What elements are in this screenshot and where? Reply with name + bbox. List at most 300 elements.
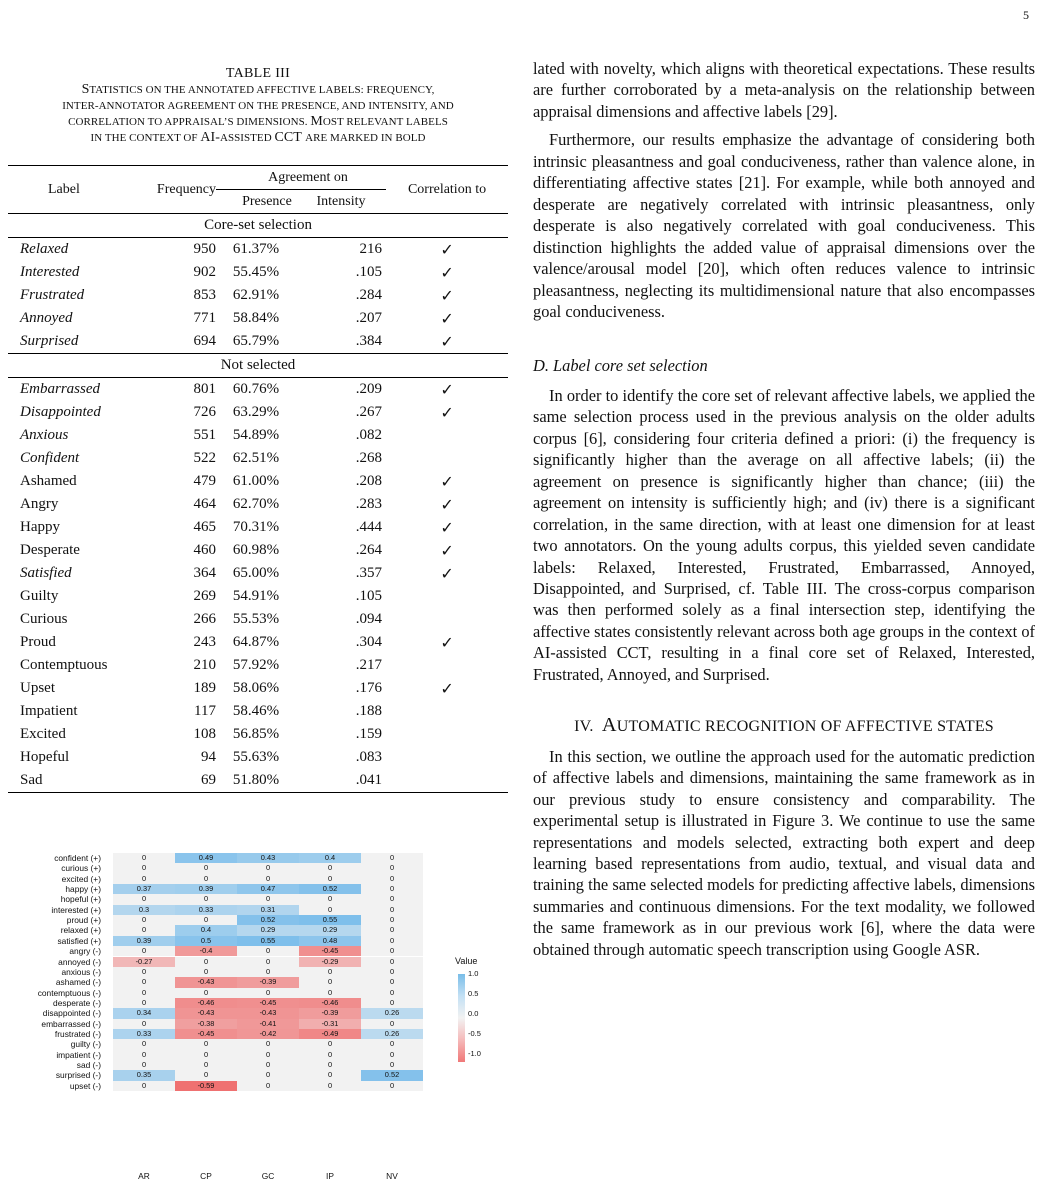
heatmap-cell: 0 <box>175 874 237 884</box>
section-title: AUTOMATIC RECOGNITION OF AFFECTIVE STATES <box>601 714 994 737</box>
heatmap-cell: 0.39 <box>175 884 237 894</box>
heatmap-row-label: annoyed (-) <box>58 956 101 967</box>
heatmap-cell: 0 <box>237 1060 299 1070</box>
heatmap-cell: -0.45 <box>175 1029 237 1039</box>
heatmap-column-label: NV <box>386 1171 398 1181</box>
heatmap-cell: 0 <box>361 1050 423 1060</box>
heatmap-row-label: curious (+) <box>61 863 101 874</box>
heatmap-cell: 0 <box>299 1050 361 1060</box>
page-number: 5 <box>1023 8 1029 22</box>
heatmap-row-label: sad (-) <box>76 1060 101 1070</box>
heatmap-cell: 0 <box>113 998 175 1008</box>
heatmap-column-label: IP <box>326 1171 334 1181</box>
correlation-heatmap <box>0 848 510 1188</box>
body-paragraph: In order to identify the core set of relevant affective labels, we applied the same selection process used in the previous analysis on the older adults corpus [6], considering four criteria defined a priori: (i) the frequency is significantly higher than the average on all affective labels; (ii) the agreement on presence is significantly higher than chance; (iii) the agreement on intensity is sufficiently high; and (iv) there is a significant correlation, in the same direction, with at least one dimension for at least two annotators. On the young adults corpus, this yielded seven candidate labels: Relaxed, Interested, Frustrated, Embarrassed, Annoyed, Disappointed, and Surprised, cf. Table III. The cross-corpus comparison was then performed solely as a final intersection step, identifying the affective states consistently relevant across both age groups in the context of AI-assisted CCT, resulting in a final core set of Relaxed, Interested, Frustrated, Annoyed, and Surprised. <box>533 385 1035 684</box>
intensity-cell: .083 <box>355 749 383 765</box>
heatmap-cell: 0.26 <box>361 1029 423 1039</box>
heatmap-cell: 0 <box>113 1081 175 1091</box>
heatmap-cell: 0 <box>113 874 175 884</box>
heatmap-cell: -0.42 <box>237 1029 299 1039</box>
heatmap-row-label: happy (+) <box>65 884 101 895</box>
heatmap-cell: 0.55 <box>237 936 299 946</box>
heatmap-cell: 0 <box>299 894 361 904</box>
heatmap-cell: 0.34 <box>113 1008 175 1018</box>
heatmap-cell: 0 <box>113 853 175 863</box>
legend-tick: 0.5 <box>468 989 479 998</box>
heatmap-cell: 0.29 <box>299 925 361 935</box>
frequency-cell: 853 <box>193 287 216 303</box>
label-cell: Confident <box>20 450 80 466</box>
caption-line: CORRELATION TO APPRAISAL’S DIMENSIONS. MOST RELEVANT LABELS <box>68 114 448 129</box>
presence-cell: 62.51% <box>232 450 280 466</box>
heatmap-cell: -0.38 <box>175 1019 237 1029</box>
heatmap-cell: -0.46 <box>175 998 237 1008</box>
heatmap-cell: 0 <box>299 977 361 987</box>
table-row <box>8 585 508 608</box>
table-row <box>8 378 508 402</box>
heatmap-cell: 0 <box>299 1070 361 1080</box>
frequency-cell: 950 <box>193 241 216 257</box>
table-row <box>8 631 508 654</box>
heatmap-cell: -0.49 <box>299 1029 361 1039</box>
heatmap-column-label: CP <box>200 1171 212 1181</box>
heatmap-cell: -0.31 <box>299 1019 361 1029</box>
subsection-heading: D. Label core set selection <box>533 356 708 376</box>
heatmap-cell: -0.29 <box>299 957 361 967</box>
intensity-cell: .217 <box>355 657 383 673</box>
heatmap-cell: 0 <box>299 1039 361 1049</box>
header-frequency: Frequency <box>130 166 216 214</box>
table-row <box>8 261 508 284</box>
heatmap-cell: 0.49 <box>175 853 237 863</box>
label-cell: Curious <box>20 611 68 627</box>
heatmap-row-label: confident (+) <box>54 853 101 863</box>
header-label: Label <box>8 166 130 214</box>
heatmap-cell: 0.35 <box>113 1070 175 1080</box>
heatmap-row-label: desperate (-) <box>53 997 101 1008</box>
header-correlation: Correlation to <box>386 166 508 214</box>
presence-cell: 54.91% <box>232 588 280 604</box>
intensity-cell: .188 <box>355 703 383 719</box>
label-cell: Embarrassed <box>20 381 101 397</box>
heatmap-cell: 0.52 <box>237 915 299 925</box>
frequency-cell: 266 <box>193 611 216 627</box>
heatmap-cell: 0.3 <box>113 905 175 915</box>
presence-cell: 61.00% <box>232 473 280 489</box>
intensity-cell: .105 <box>355 264 383 280</box>
presence-cell: 65.00% <box>232 565 280 581</box>
heatmap-row-label: frustrated (-) <box>54 1028 101 1039</box>
left-column <box>8 66 508 793</box>
heatmap-cell: 0 <box>361 936 423 946</box>
label-cell: Satisfied <box>20 565 72 581</box>
label-cell: Guilty <box>20 588 59 604</box>
heatmap-cell: 0 <box>113 946 175 956</box>
correlation-check: ✓ <box>440 495 454 514</box>
heatmap-cell: 0 <box>361 853 423 863</box>
heatmap-cell: 0.48 <box>299 936 361 946</box>
correlation-check: ✓ <box>440 309 454 328</box>
heatmap-cell: 0.52 <box>299 884 361 894</box>
correlation-check <box>386 769 508 793</box>
label-cell: Interested <box>20 264 80 280</box>
heatmap-cell: 0 <box>361 863 423 873</box>
intensity-cell: .264 <box>355 542 383 558</box>
heatmap-cell: -0.39 <box>299 1008 361 1018</box>
heatmap-row-label: upset (-) <box>69 1080 101 1091</box>
correlation-check <box>386 608 508 631</box>
table-row <box>8 723 508 746</box>
heatmap-row-label: satisfied (+) <box>57 935 101 946</box>
heatmap-cell: 0.29 <box>237 925 299 935</box>
heatmap-cell: 0 <box>237 946 299 956</box>
label-cell: Sad <box>8 769 130 793</box>
intensity-cell: 216 <box>359 241 383 257</box>
heatmap-column-label: AR <box>138 1171 150 1181</box>
legend-tick: 0.0 <box>468 1009 479 1018</box>
intensity-cell: .284 <box>355 287 383 303</box>
heatmap-row-label: disappointed (-) <box>42 1008 101 1019</box>
heatmap-cell: 0 <box>361 988 423 998</box>
correlation-check <box>386 746 508 769</box>
heatmap-cell: 0 <box>237 1050 299 1060</box>
heatmap-cell: 0 <box>237 1039 299 1049</box>
intensity-cell: .082 <box>355 427 383 443</box>
label-cell: Upset <box>20 680 55 696</box>
heatmap-cell: 0 <box>237 863 299 873</box>
heatmap-row-label: embarrassed (-) <box>41 1018 101 1029</box>
label-cell: Annoyed <box>20 310 73 326</box>
presence-cell: 58.06% <box>232 680 280 696</box>
heatmap-row-label: angry (-) <box>69 946 101 957</box>
correlation-check: ✓ <box>440 541 454 560</box>
presence-cell: 60.98% <box>232 542 280 558</box>
label-cell: Ashamed <box>20 473 77 489</box>
presence-cell: 64.87% <box>232 634 280 650</box>
heatmap-cell: 0 <box>113 977 175 987</box>
heatmap-cell: 0 <box>113 1039 175 1049</box>
table-section-header <box>8 354 508 378</box>
intensity-cell: .268 <box>355 450 383 466</box>
frequency-cell: 522 <box>193 450 216 466</box>
table-row <box>8 539 508 562</box>
table-row <box>8 493 508 516</box>
frequency-cell: 189 <box>193 680 216 696</box>
heatmap-cell: -0.45 <box>299 946 361 956</box>
frequency-cell: 94 <box>201 749 216 765</box>
heatmap-cell: 0 <box>175 1060 237 1070</box>
heatmap-row-label: anxious (-) <box>61 966 101 977</box>
correlation-check: ✓ <box>440 633 454 652</box>
section-title: Not selected <box>8 354 508 378</box>
heatmap-cell: 0 <box>237 894 299 904</box>
intensity-cell: .041 <box>296 769 386 793</box>
heatmap-cell: 0 <box>175 894 237 904</box>
label-cell: Frustrated <box>20 287 85 303</box>
legend-tick: 1.0 <box>468 969 479 978</box>
frequency-cell: 465 <box>193 519 216 535</box>
heatmap-cell: 0 <box>299 988 361 998</box>
table-row <box>8 401 508 424</box>
label-cell: Impatient <box>20 703 78 719</box>
body-paragraph: lated with novelty, which aligns with theoretical expectations. These results are further corroborated by a meta-analysis on the relationship between appraisal dimensions and affective labels [29]. <box>533 59 1035 121</box>
heatmap-cell: -0.43 <box>237 1008 299 1018</box>
heatmap-cell: 0.52 <box>361 1070 423 1080</box>
presence-cell: 57.92% <box>232 657 280 673</box>
frequency-cell: 69 <box>130 769 216 793</box>
label-cell: Happy <box>20 519 60 535</box>
correlation-check <box>386 424 508 447</box>
correlation-check: ✓ <box>440 472 454 491</box>
table-row <box>8 307 508 330</box>
heatmap-cell: 0 <box>361 905 423 915</box>
heatmap-cell: 0.37 <box>113 884 175 894</box>
heatmap-cell: 0 <box>361 998 423 1008</box>
presence-cell: 54.89% <box>232 427 280 443</box>
intensity-cell: .159 <box>355 726 383 742</box>
correlation-check: ✓ <box>440 286 454 305</box>
heatmap-cell: 0 <box>299 874 361 884</box>
frequency-cell: 364 <box>193 565 216 581</box>
heatmap-cell: 0.33 <box>175 905 237 915</box>
heatmap-cell: 0.26 <box>361 1008 423 1018</box>
heatmap-cell: 0 <box>299 1060 361 1070</box>
intensity-cell: .283 <box>355 496 383 512</box>
label-cell: Disappointed <box>20 404 101 420</box>
label-cell: Proud <box>20 634 56 650</box>
intensity-cell: .444 <box>355 519 383 535</box>
heatmap-cell: -0.27 <box>113 957 175 967</box>
heatmap-cell: 0 <box>113 988 175 998</box>
correlation-check: ✓ <box>440 564 454 583</box>
heatmap-cell: 0 <box>361 925 423 935</box>
table-caption <box>8 66 508 146</box>
heatmap-cell: 0 <box>175 957 237 967</box>
label-cell: Anxious <box>20 427 69 443</box>
correlation-check <box>386 585 508 608</box>
intensity-cell: .304 <box>355 634 383 650</box>
table-title: TABLE III <box>225 66 291 81</box>
frequency-cell: 108 <box>193 726 216 742</box>
header-intensity: Intensity <box>316 193 366 209</box>
table-row <box>8 238 508 262</box>
heatmap-row-label: proud (+) <box>66 915 101 926</box>
heatmap-cell: 0 <box>113 1050 175 1060</box>
heatmap-cell: 0 <box>237 874 299 884</box>
table-row <box>8 470 508 493</box>
intensity-cell: .384 <box>355 333 383 349</box>
heatmap-cell: 0 <box>237 988 299 998</box>
heatmap-cell: -0.39 <box>237 977 299 987</box>
heatmap-row-label: contemptuous (-) <box>37 987 101 998</box>
frequency-cell: 771 <box>193 310 216 326</box>
table-row <box>8 516 508 539</box>
heatmap-cell: 0 <box>361 1039 423 1049</box>
heatmap-cell: 0 <box>361 946 423 956</box>
intensity-cell: .094 <box>355 611 383 627</box>
heatmap-cell: 0 <box>113 1060 175 1070</box>
heatmap-cell: 0 <box>113 967 175 977</box>
table-row <box>8 330 508 354</box>
heatmap-cell: 0.47 <box>237 884 299 894</box>
presence-cell: 61.37% <box>232 241 280 257</box>
heatmap-cell: 0 <box>237 1070 299 1080</box>
heatmap-cell: 0 <box>361 874 423 884</box>
caption-line: IN THE CONTEXT OF AI-ASSISTED CCT ARE MARKED IN BOLD <box>90 130 426 145</box>
label-cell: Excited <box>20 726 66 742</box>
frequency-cell: 694 <box>193 333 216 349</box>
correlation-check <box>386 723 508 746</box>
heatmap-cell: -0.43 <box>175 977 237 987</box>
presence-cell: 63.29% <box>232 404 280 420</box>
table-row <box>8 769 508 793</box>
label-cell: Angry <box>20 496 59 512</box>
correlation-check: ✓ <box>440 263 454 282</box>
heatmap-cell: 0.55 <box>299 915 361 925</box>
heatmap-cell: -0.43 <box>175 1008 237 1018</box>
table-row <box>8 284 508 307</box>
correlation-check: ✓ <box>440 518 454 537</box>
table-row <box>8 424 508 447</box>
heatmap-cell: 0 <box>237 957 299 967</box>
body-paragraph: Furthermore, our results emphasize the advantage of considering both intrinsic pleasantness and goal conduciveness, rather than valence alone, in differentiating affective states [21]. For example, while both annoyed and desperate are negatively correlated with intrinsic pleasantness, only desperate is also negatively correlated with goal conduciveness. This distinction highlights the added value of appraisal dimensions over the valence/arousal model [20], which often reduces valence to intrinsic pleasantness, neglecting its multidimensional nature that also encompasses goal conduciveness. <box>533 130 1035 321</box>
heatmap-cell: -0.41 <box>237 1019 299 1029</box>
heatmap-cell: 0.33 <box>113 1029 175 1039</box>
section-title: Core-set selection <box>8 214 508 238</box>
heatmap-cell: 0 <box>361 884 423 894</box>
presence-cell: 56.85% <box>232 726 280 742</box>
label-cell: Hopeful <box>20 749 70 765</box>
presence-cell: 58.46% <box>232 703 280 719</box>
heatmap-cell: 0 <box>237 967 299 977</box>
heatmap-cell: 0 <box>361 957 423 967</box>
presence-cell: 51.80% <box>216 769 296 793</box>
caption-line: STATISTICS ON THE ANNOTATED AFFECTIVE LABELS: FREQUENCY, <box>81 82 435 97</box>
heatmap-cell: -0.46 <box>299 998 361 1008</box>
label-cell: Desperate <box>20 542 80 558</box>
right-column <box>533 58 1035 960</box>
table-row <box>8 677 508 700</box>
frequency-cell: 243 <box>193 634 216 650</box>
heatmap-row-label: ashamed (-) <box>55 977 101 988</box>
heatmap-cell: 0 <box>361 894 423 904</box>
header-presence: Presence <box>242 193 292 209</box>
label-cell: Relaxed <box>20 241 69 257</box>
correlation-check <box>386 654 508 677</box>
heatmap-row-label: surprised (-) <box>55 1070 101 1081</box>
legend-tick: -1.0 <box>468 1049 481 1058</box>
heatmap-cell: 0 <box>361 915 423 925</box>
heatmap-cell: 0 <box>175 1070 237 1080</box>
heatmap-cell: 0 <box>175 988 237 998</box>
heatmap-cell: -0.45 <box>237 998 299 1008</box>
table-row <box>8 608 508 631</box>
presence-cell: 60.76% <box>232 381 280 397</box>
heatmap-cell: 0 <box>113 863 175 873</box>
presence-cell: 62.70% <box>232 496 280 512</box>
table-body <box>8 214 508 793</box>
heatmap-cell: 0.4 <box>299 853 361 863</box>
heatmap-cell: 0.31 <box>237 905 299 915</box>
heatmap-cell: 0 <box>299 1081 361 1091</box>
presence-cell: 65.79% <box>232 333 280 349</box>
heatmap-cell: 0 <box>361 967 423 977</box>
presence-cell: 58.84% <box>232 310 280 326</box>
heatmap-cell: 0 <box>113 894 175 904</box>
presence-cell: 55.63% <box>232 749 280 765</box>
heatmap-cell: 0 <box>175 1050 237 1060</box>
heatmap-cell: 0 <box>361 1019 423 1029</box>
frequency-cell: 464 <box>193 496 216 512</box>
label-cell: Surprised <box>20 333 79 349</box>
heatmap-cell: 0.4 <box>175 925 237 935</box>
heatmap-cell: 0 <box>299 905 361 915</box>
table-section-header <box>8 214 508 238</box>
correlation-check: ✓ <box>440 332 454 351</box>
legend-colorbar <box>458 974 465 1062</box>
body-paragraph: In this section, we outline the approach used for the automatic prediction of affective labels and dimensions, maintaining the same framework as in our previous study to ensure consistency and comparability. The experimental setup is illustrated in Figure 3. We continue to use the same representations and models selected, extracting both expert and deep learning based representations from audio, textual, and visual data and training the same selected models for predicting affective labels, dimensions summaries and continuous dimensions. For the text modality, we followed the same framework as in our previous work [6], where the data were obtained through automatic speech transcription using Google ASR. <box>533 746 1035 959</box>
heatmap-cell: 0.43 <box>237 853 299 863</box>
legend-title: Value <box>455 956 478 966</box>
table-row <box>8 562 508 585</box>
intensity-cell: .208 <box>355 473 383 489</box>
heatmap-cell: 0 <box>237 1081 299 1091</box>
heatmap-row-label: interested (+) <box>51 904 101 915</box>
frequency-cell: 269 <box>193 588 216 604</box>
section-number: IV. <box>574 718 594 736</box>
heatmap-column-label: GC <box>261 1171 275 1181</box>
table-row <box>8 654 508 677</box>
correlation-check: ✓ <box>440 403 454 422</box>
heatmap-cell: 0 <box>113 925 175 935</box>
frequency-cell: 551 <box>193 427 216 443</box>
presence-cell: 55.45% <box>232 264 280 280</box>
heatmap-row-label: guilty (-) <box>70 1039 101 1050</box>
heatmap-cell: 0.5 <box>175 936 237 946</box>
frequency-cell: 902 <box>193 264 216 280</box>
heatmap-cell: 0 <box>113 1019 175 1029</box>
correlation-check: ✓ <box>440 380 454 399</box>
frequency-cell: 479 <box>193 473 216 489</box>
correlation-check <box>386 447 508 470</box>
intensity-cell: .357 <box>355 565 383 581</box>
heatmap-row-label: impatient (-) <box>56 1049 101 1060</box>
frequency-cell: 801 <box>193 381 216 397</box>
heatmap-cell: 0 <box>175 967 237 977</box>
heatmap-cell: -0.59 <box>175 1081 237 1091</box>
heatmap-row-label: relaxed (+) <box>60 925 101 936</box>
section-heading <box>533 715 1035 737</box>
heatmap-cell: 0 <box>361 1081 423 1091</box>
affective-labels-table <box>8 165 508 793</box>
heatmap-cell: 0 <box>175 863 237 873</box>
heatmap-cell: 0 <box>361 1060 423 1070</box>
frequency-cell: 460 <box>193 542 216 558</box>
table-row <box>8 746 508 769</box>
presence-cell: 55.53% <box>232 611 280 627</box>
table-row <box>8 447 508 470</box>
frequency-cell: 210 <box>193 657 216 673</box>
correlation-check: ✓ <box>440 679 454 698</box>
table-row <box>8 700 508 723</box>
heatmap-cell: 0 <box>361 977 423 987</box>
frequency-cell: 726 <box>193 404 216 420</box>
heatmap-cell: 0 <box>175 1039 237 1049</box>
caption-line: INTER-ANNOTATOR AGREEMENT ON THE PRESENCE, AND INTENSITY, AND <box>62 100 454 112</box>
frequency-cell: 117 <box>194 703 216 719</box>
heatmap-cell: 0 <box>113 915 175 925</box>
heatmap-cell: 0 <box>175 915 237 925</box>
